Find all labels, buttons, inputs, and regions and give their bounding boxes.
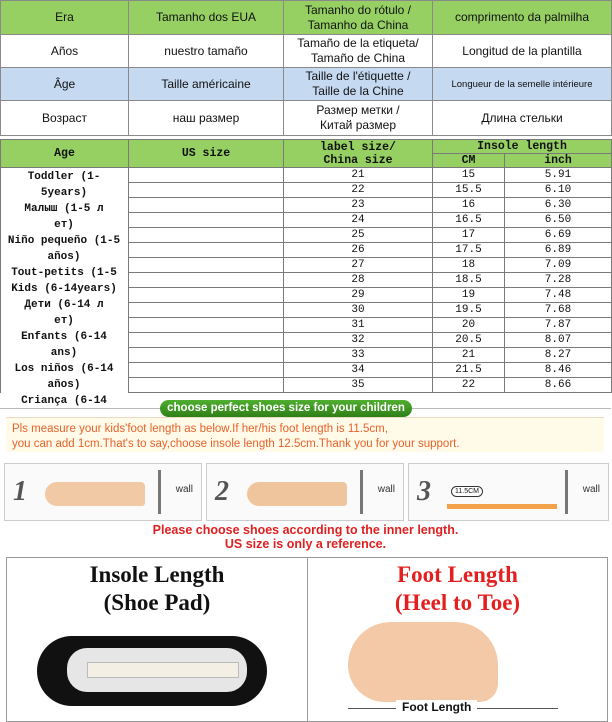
header-cell: Taille américaine: [129, 68, 284, 101]
multilingual-header-table: [0, 0, 612, 136]
age-group-column: [0, 169, 128, 409]
us-size-cell: [129, 333, 284, 348]
label-size-cell: 30: [284, 303, 433, 318]
header-row-russian: [1, 101, 612, 136]
foot-icon: [45, 482, 145, 506]
header-cell: nuestro tamaño: [129, 35, 284, 68]
insole-cm-cell: 21.5: [433, 363, 505, 378]
insole-cm-cell: 15: [433, 168, 505, 183]
us-size-cell: [129, 273, 284, 288]
us-size-cell: [129, 318, 284, 333]
insole-cm-cell: 21: [433, 348, 505, 363]
header-cell: Años: [1, 35, 129, 68]
us-size-cell: [129, 348, 284, 363]
us-size-cell: [129, 378, 284, 393]
foot-length-label: Foot Length: [396, 700, 477, 714]
insole-inch-cell: 8.66: [505, 378, 612, 393]
wall-icon: [360, 470, 363, 514]
label-size-cell: 25: [284, 228, 433, 243]
us-size-cell: [129, 243, 284, 258]
label-size-cell: 26: [284, 243, 433, 258]
insole-inch-cell: 7.28: [505, 273, 612, 288]
age-group-label: Tout-petits (1-5: [11, 267, 117, 279]
foot-icon: [348, 622, 498, 702]
insole-cm-cell: 15.5: [433, 183, 505, 198]
insole-cm-cell: 22: [433, 378, 505, 393]
wall-label: wall: [175, 484, 193, 495]
guide-banner: choose perfect shoes size for your children: [160, 400, 412, 417]
label-size-cell: 27: [284, 258, 433, 273]
insole-cm-cell: 17: [433, 228, 505, 243]
us-size-cell: [129, 183, 284, 198]
measuring-guide: [0, 395, 611, 555]
header-cell: Возраст: [1, 101, 129, 136]
step-number: 3: [417, 476, 431, 507]
insole-cm-cell: 19: [433, 288, 505, 303]
header-row-french: [1, 68, 612, 101]
size-table-header: [1, 140, 612, 154]
age-group-label: Toddler (1- 5years): [27, 171, 101, 199]
header-cell: Longueur de la semelle intérieure: [433, 68, 612, 101]
label-size-column-header: label size/ China size: [284, 140, 433, 168]
insole-inch-cell: 7.68: [505, 303, 612, 318]
label-size-cell: 34: [284, 363, 433, 378]
insole-inch-cell: 8.27: [505, 348, 612, 363]
us-size-cell: [129, 168, 284, 183]
paper-trace-icon: [247, 482, 347, 506]
insole-inch-cell: 6.50: [505, 213, 612, 228]
inch-unit-header: inch: [505, 154, 612, 168]
age-group-label: Niño pequeño (1-5 años): [7, 235, 121, 263]
wall-icon: [565, 470, 568, 514]
header-cell: Tamaño de la etiqueta/ Tamaño de China: [284, 35, 433, 68]
insole-inch-cell: 7.87: [505, 318, 612, 333]
insole-cm-cell: 20: [433, 318, 505, 333]
insole-inch-cell: 8.46: [505, 363, 612, 378]
insole-inch-cell: 6.10: [505, 183, 612, 198]
measuring-tape-icon: [87, 662, 239, 678]
header-cell: Tamanho do rótulo / Tamanho da China: [284, 1, 433, 35]
header-cell: наш размер: [129, 101, 284, 136]
us-size-cell: [129, 303, 284, 318]
insole-subtitle: (Shoe Pad): [103, 590, 211, 615]
age-group-label: Дети (6-14 л ет): [24, 299, 104, 327]
age-group-label: Enfants (6-14 ans): [21, 331, 107, 359]
us-size-cell: [129, 198, 284, 213]
step-number: 1: [13, 476, 27, 507]
header-cell: Tamanho dos EUA: [129, 1, 284, 35]
us-size-cell: [129, 363, 284, 378]
label-size-cell: 23: [284, 198, 433, 213]
label-size-cell: 21: [284, 168, 433, 183]
insole-cm-cell: 16: [433, 198, 505, 213]
insole-cm-cell: 18.5: [433, 273, 505, 288]
header-row-portuguese: [1, 1, 612, 35]
insole-inch-cell: 6.69: [505, 228, 612, 243]
label-size-cell: 33: [284, 348, 433, 363]
insole-cm-cell: 20.5: [433, 333, 505, 348]
label-size-cell: 22: [284, 183, 433, 198]
comparison-panels: [6, 557, 608, 722]
measure-tag: 11.5CM: [451, 486, 483, 497]
insole-cm-cell: 18: [433, 258, 505, 273]
foot-panel: [308, 558, 607, 721]
wall-label: wall: [377, 484, 395, 495]
us-size-cell: [129, 258, 284, 273]
cm-unit-header: CM: [433, 154, 505, 168]
us-size-cell: [129, 228, 284, 243]
measure-steps: [0, 463, 611, 521]
header-cell: comprimento da palmilha: [433, 1, 612, 35]
label-size-cell: 32: [284, 333, 433, 348]
insole-cm-cell: 16.5: [433, 213, 505, 228]
insole-inch-cell: 8.07: [505, 333, 612, 348]
us-size-column-header: US size: [129, 140, 284, 168]
header-cell: Taille de l'étiquette / Taille de la Chine: [284, 68, 433, 101]
header-row-spanish: [1, 35, 612, 68]
insole-inch-cell: 5.91: [505, 168, 612, 183]
insole-length-column-header: Insole length: [433, 140, 612, 154]
ruler-icon: [447, 504, 557, 509]
insole-cm-cell: 17.5: [433, 243, 505, 258]
header-cell: Âge: [1, 68, 129, 101]
insole-inch-cell: 6.30: [505, 198, 612, 213]
age-column-header: Age: [1, 140, 129, 168]
label-size-cell: 24: [284, 213, 433, 228]
wall-icon: [158, 470, 161, 514]
age-group-label: Kids (6-14years): [11, 283, 117, 295]
label-size-cell: 31: [284, 318, 433, 333]
header-cell: Era: [1, 1, 129, 35]
header-cell: Размер метки / Китай размер: [284, 101, 433, 136]
insole-inch-cell: 7.48: [505, 288, 612, 303]
age-group-label: Criança (6-14: [21, 395, 107, 407]
insole-inch-cell: 6.89: [505, 243, 612, 258]
measure-note: Pls measure your kids'foot length as below.If her/his foot length is 11.5cm, you can add 1cm.That's to say,choose insole length 12.5cm.Thank you for your support.: [12, 423, 460, 450]
header-cell: Longitud de la plantilla: [433, 35, 612, 68]
label-size-cell: 29: [284, 288, 433, 303]
age-group-label: Малыш (1-5 л ет): [24, 203, 104, 231]
step-3-illustration: [408, 463, 609, 521]
step-2-illustration: [206, 463, 404, 521]
size-chart: [0, 139, 611, 407]
us-size-cell: [129, 288, 284, 303]
foot-subtitle: (Heel to Toe): [394, 590, 521, 615]
insole-cm-cell: 19.5: [433, 303, 505, 318]
insole-panel: [7, 558, 308, 721]
header-cell: Длина стельки: [433, 101, 612, 136]
step-1-illustration: [4, 463, 202, 521]
insole-title: Insole Length: [89, 562, 225, 587]
age-group-label: Los niños (6-14 años): [14, 363, 114, 391]
warning-us-size: US size is only a reference.: [224, 537, 387, 551]
label-size-cell: 28: [284, 273, 433, 288]
wall-label: wall: [582, 484, 600, 495]
label-size-cell: 35: [284, 378, 433, 393]
insole-inch-cell: 7.09: [505, 258, 612, 273]
warning-inner-length: Please choose shoes according to the inner length.: [152, 523, 459, 537]
us-size-cell: [129, 213, 284, 228]
foot-title: Foot Length: [397, 562, 518, 587]
step-number: 2: [215, 476, 229, 507]
